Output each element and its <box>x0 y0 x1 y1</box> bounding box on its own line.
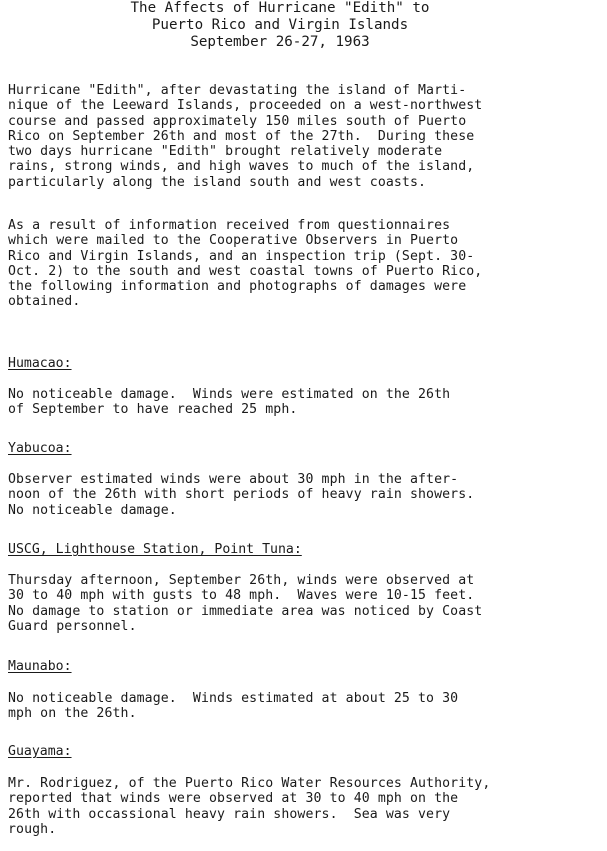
paragraph-line: Mr. Rodriguez, of the Puerto Rico Water Resources Authority, <box>8 776 491 791</box>
section-heading-yabucoa: Yabucoa: <box>8 441 72 456</box>
paragraph-line: of September to have reached 25 mph. <box>8 402 298 418</box>
title-line-1: The Affects of Hurricane "Edith" to <box>130 0 430 16</box>
section-body-humacao <box>8 387 603 418</box>
section-body-uscg-point-tuna <box>8 573 603 634</box>
title-line-3: September 26-27, 1963 <box>190 34 370 50</box>
paragraph-line: course and passed approximately 150 miles south of Puerto <box>8 113 467 129</box>
paragraph-line: rough. <box>8 821 57 837</box>
title-line-2: Puerto Rico and Virgin Islands <box>151 17 409 33</box>
paragraph-line: Guard personnel. <box>8 618 137 634</box>
section-heading-humacao: Humacao: <box>8 356 72 371</box>
paragraph-line: two days hurricane "Edith" brought relatively moderate <box>8 144 443 160</box>
paragraph-line: Observer estimated winds were about 30 mph in the after- <box>8 472 459 487</box>
paragraph-line: As a result of information received from questionnaires <box>8 218 451 233</box>
paragraph-line: noon of the 26th with short periods of heavy rain showers. <box>8 487 475 503</box>
section-body-yabucoa <box>8 472 603 518</box>
section-body-maunabo <box>8 691 603 722</box>
paragraph-line: 30 to 40 mph with gusts to 48 mph. Waves were 10-15 feet. <box>8 588 475 604</box>
paragraph-line: rains, strong winds, and high waves to much of the island, <box>8 159 475 175</box>
paragraph-line: mph on the 26th. <box>8 706 137 722</box>
document-title <box>0 0 560 51</box>
paragraph-line: which were mailed to the Cooperative Observers in Puerto <box>8 233 459 249</box>
paragraph-line: Rico on September 26th and most of the 27th. During these <box>8 128 475 144</box>
intro-paragraph-1 <box>8 83 603 190</box>
paragraph-line: Rico and Virgin Islands, and an inspection trip (Sept. 30- <box>8 248 475 264</box>
intro-paragraph-2 <box>8 218 603 310</box>
paragraph-line: Hurricane "Edith", after devastating the island of Marti- <box>8 83 467 98</box>
paragraph-line: No damage to station or immediate area was noticed by Coast <box>8 603 483 619</box>
paragraph-line: No noticeable damage. Winds were estimated on the 26th <box>8 387 451 402</box>
section-heading-guayama: Guayama: <box>8 744 72 759</box>
section-heading-uscg-point-tuna: USCG, Lighthouse Station, Point Tuna: <box>8 542 302 557</box>
section-body-guayama <box>8 776 603 837</box>
paragraph-line: the following information and photographs of damages were <box>8 279 467 295</box>
paragraph-line: No noticeable damage. <box>8 502 177 518</box>
paragraph-line: obtained. <box>8 294 81 310</box>
paragraph-line: 26th with occassional heavy rain showers. Sea was very <box>8 806 451 822</box>
section-heading-maunabo: Maunabo: <box>8 659 72 674</box>
paragraph-line: nique of the Leeward Islands, proceeded on a west-northwest <box>8 98 483 114</box>
paragraph-line: particularly along the island south and west coasts. <box>8 174 427 190</box>
paragraph-line: reported that winds were observed at 30 to 40 mph on the <box>8 791 459 807</box>
paragraph-line: No noticeable damage. Winds estimated at about 25 to 30 <box>8 691 459 706</box>
paragraph-line: Oct. 2) to the south and west coastal towns of Puerto Rico, <box>8 263 483 279</box>
paragraph-line: Thursday afternoon, September 26th, winds were observed at <box>8 573 475 588</box>
